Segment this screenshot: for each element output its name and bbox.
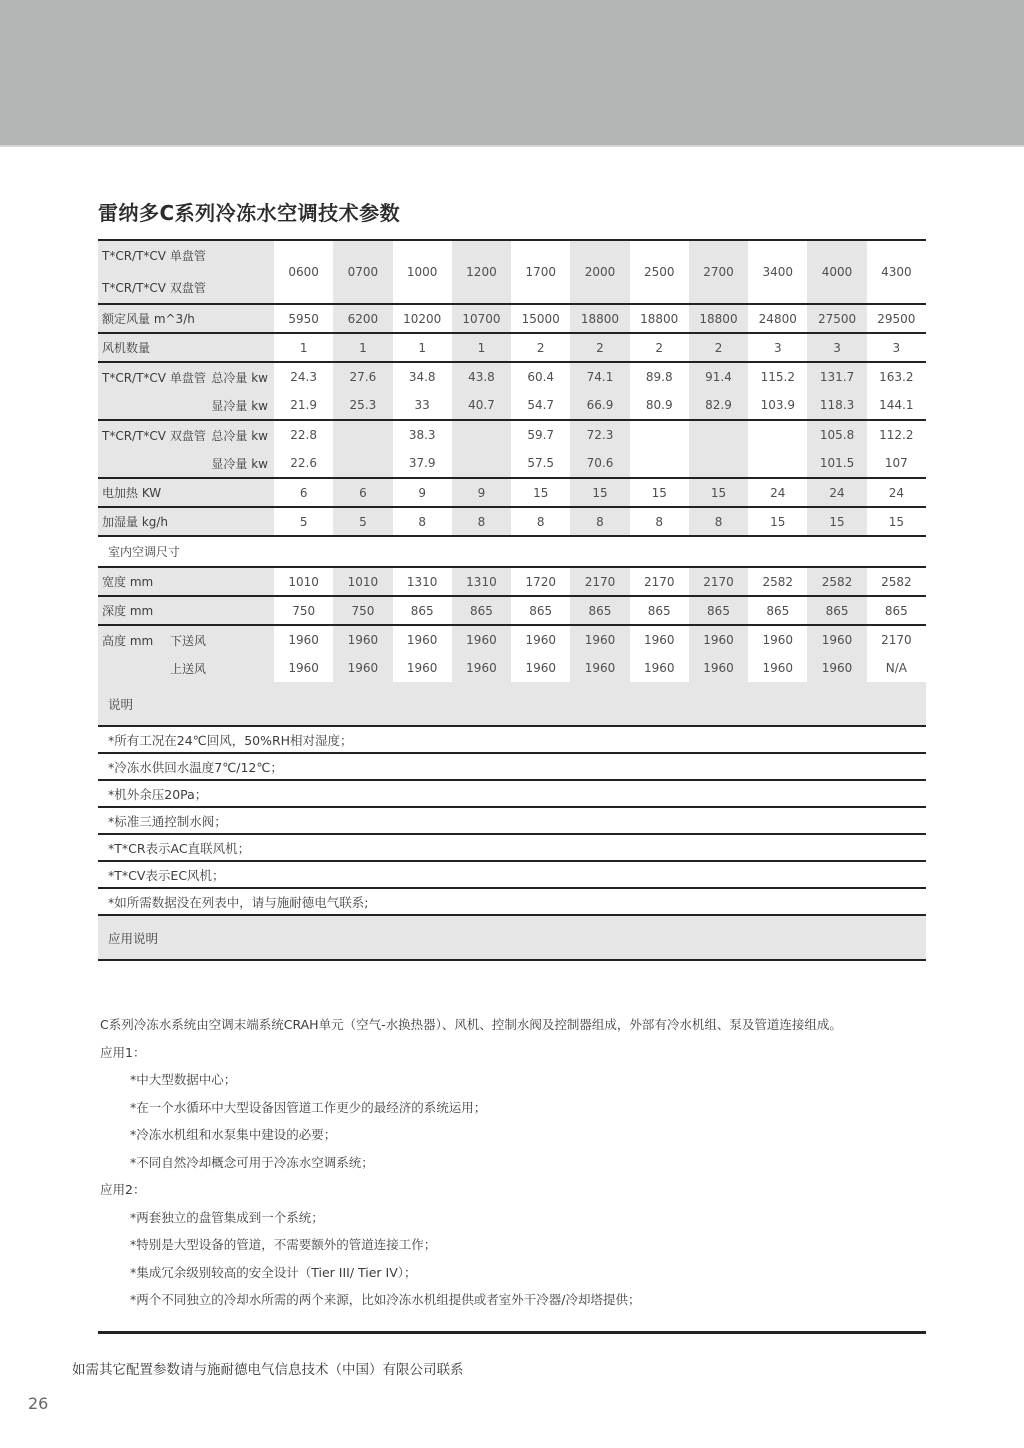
row-label (98, 654, 274, 682)
spec-cell: 89.8 (630, 362, 689, 391)
sub-label: 显冷量 kw (211, 456, 269, 471)
spec-cell: 3 (807, 333, 866, 362)
spec-cell: 3400 (748, 240, 807, 304)
spec-cell: 103.9 (760, 398, 795, 412)
spec-cell: 2 (689, 333, 748, 362)
spec-cell: 105.8 (807, 420, 866, 449)
spec-cell: 33 (414, 398, 430, 412)
spec-row (98, 478, 926, 507)
row-label (98, 420, 274, 449)
content-area (98, 239, 926, 1314)
spec-cell: 144.1 (879, 398, 914, 412)
spec-cell: 2582 (867, 567, 926, 596)
spec-cell: 27.6 (333, 362, 392, 391)
spec-cell: 865 (867, 596, 926, 625)
row-label: 深度 mm (98, 596, 274, 625)
spec-cell: 15 (511, 478, 570, 507)
spec-cell: 24 (748, 478, 807, 507)
application-item: *集成冗余级别较高的安全设计（Tier III/ Tier IV）； (130, 1264, 417, 1280)
section-label: 室内空调尺寸 (98, 536, 926, 567)
application-intro: C系列冷冻水系统由空调末端系统CRAH单元（空气-水换热器）、风机、控制水阀及控制器组成，外部有冷水机组、泵及管道连接组成。 (100, 1017, 842, 1032)
note-row: *所有工况在24℃回风，50%RH相对湿度； (98, 727, 926, 754)
spec-cell: 10200 (393, 304, 452, 333)
application-item: *两套独立的盘管集成到一个系统； (130, 1209, 324, 1225)
spec-cell (748, 449, 807, 478)
spec-cell: 2 (570, 333, 629, 362)
footer-contact: 如需其它配置参数请与施耐德电气信息技术（中国）有限公司联系 (72, 1362, 464, 1378)
spec-cell: 131.7 (807, 362, 866, 391)
spec-header-label-cell (98, 240, 274, 304)
spec-cell: 2582 (807, 567, 866, 596)
row-label-flex (102, 660, 270, 677)
spec-cell: 15 (807, 507, 866, 536)
notes-list (98, 727, 926, 916)
sub-label: 总冷量 kw (211, 428, 269, 443)
spec-cell: 25.3 (333, 391, 392, 420)
spec-cell: 2170 (630, 567, 689, 596)
spec-cell: 27500 (807, 304, 866, 333)
spec-cell: 8 (511, 507, 570, 536)
spec-cell: 1960 (689, 625, 748, 654)
page-title: 雷纳多C系列冷冻水空调技术参数 (98, 201, 401, 225)
spec-cell: 865 (689, 596, 748, 625)
spec-cell: 18800 (630, 304, 689, 333)
spec-cell: 1960 (807, 625, 866, 654)
spec-section-row (98, 536, 926, 567)
spec-cell: 1310 (393, 567, 452, 596)
spec-cell: 1 (333, 333, 392, 362)
spec-cell: 1960 (511, 625, 570, 654)
note-row: *T*CV表示EC风机； (98, 862, 926, 889)
spec-cell: 2170 (570, 567, 629, 596)
application-text (98, 1011, 926, 1314)
spec-cell: 54.7 (527, 398, 555, 412)
spec-cell: 5 (274, 507, 333, 536)
header-label: T*CR/T*CV 单盘管 (102, 248, 206, 263)
spec-cell: 1310 (452, 567, 511, 596)
spec-cell: 29500 (867, 304, 926, 333)
spec-cell: 37.9 (408, 456, 436, 470)
row-label: 风机数量 (98, 333, 274, 362)
sub-label: 显冷量 kw (211, 398, 269, 413)
spec-cell: 9 (452, 478, 511, 507)
spec-cell: 163.2 (867, 362, 926, 391)
spec-cell: 107 (884, 456, 908, 470)
spec-cell: 1960 (274, 625, 333, 654)
header-label-lines (102, 249, 270, 296)
spec-cell (452, 420, 511, 449)
spec-cell: 865 (807, 596, 866, 625)
spec-row (98, 507, 926, 536)
spec-cell: 115.2 (748, 362, 807, 391)
spec-cell: 3 (867, 333, 926, 362)
spec-cell: 6200 (333, 304, 392, 333)
spec-cell: 865 (393, 596, 452, 625)
application-heading: 应用说明 (108, 931, 159, 946)
spec-cell: 6 (333, 478, 392, 507)
spec-cell: 865 (630, 596, 689, 625)
spec-header-row (98, 240, 926, 304)
spec-cell: 1960 (748, 625, 807, 654)
spec-cell: 24800 (748, 304, 807, 333)
spec-cell: 1960 (525, 661, 556, 675)
spec-row (98, 567, 926, 596)
spec-cell: 0600 (274, 240, 333, 304)
spec-cell: 8 (570, 507, 629, 536)
application-heading-band (98, 916, 926, 961)
spec-cell: 2700 (689, 240, 748, 304)
bottom-rule (98, 1331, 926, 1334)
application-item: *不同自然冷却概念可用于冷冻水空调系统； (130, 1154, 374, 1170)
spec-cell: 91.4 (689, 362, 748, 391)
spec-cell: 2 (511, 333, 570, 362)
spec-cell: 24 (807, 478, 866, 507)
spec-cell: 2170 (867, 625, 926, 654)
spec-cell: 1960 (643, 661, 675, 675)
spec-cell: 1 (452, 333, 511, 362)
spec-cell: 865 (570, 596, 629, 625)
spec-cell: 865 (748, 596, 807, 625)
spec-cell: 24 (867, 478, 926, 507)
row-label (98, 362, 274, 391)
spec-cell: 74.1 (570, 362, 629, 391)
spec-cell: 0700 (333, 240, 392, 304)
note-row: *机外余压20Pa； (98, 781, 926, 808)
spec-cell (689, 420, 748, 449)
spec-cell: 2170 (689, 567, 748, 596)
row-label-flex (102, 632, 270, 649)
note-row: *标准三通控制水阀； (98, 808, 926, 835)
spec-cell: 1960 (689, 654, 748, 682)
spec-cell: 1 (393, 333, 452, 362)
row-label (98, 391, 274, 420)
spec-cell: 6 (274, 478, 333, 507)
application-item: *特别是大型设备的管道，不需要额外的管道连接工作； (130, 1237, 437, 1252)
spec-cell: 1960 (452, 654, 511, 682)
group-label: T*CR/T*CV 双盘管 (102, 428, 206, 443)
spec-cell: 1960 (452, 625, 511, 654)
spec-cell (333, 449, 392, 478)
spec-cell (333, 420, 392, 449)
spec-cell: 101.5 (807, 449, 866, 478)
spec-group-row (98, 654, 926, 682)
spec-cell: 8 (630, 507, 689, 536)
spec-cell: 1960 (570, 625, 629, 654)
spec-cell (452, 449, 511, 478)
spec-cell: 1010 (274, 567, 333, 596)
spec-cell: 865 (452, 596, 511, 625)
spec-cell: 59.7 (511, 420, 570, 449)
page-number: 26 (28, 1394, 49, 1413)
spec-group-row (98, 362, 926, 391)
spec-cell: 60.4 (511, 362, 570, 391)
spec-table (98, 239, 926, 682)
note-row: *T*CR表示AC直联风机； (98, 835, 926, 862)
spec-cell (689, 449, 748, 478)
spec-cell: 865 (511, 596, 570, 625)
spec-cell: 66.9 (570, 391, 629, 420)
spec-cell: 8 (452, 507, 511, 536)
spec-cell: 1960 (807, 654, 866, 682)
spec-cell: 1 (274, 333, 333, 362)
row-label (98, 625, 274, 654)
spec-cell: 1960 (393, 625, 452, 654)
spec-cell: 5 (333, 507, 392, 536)
spec-cell: 1700 (511, 240, 570, 304)
spec-cell: 34.8 (393, 362, 452, 391)
group-label: 高度 mm (102, 633, 154, 648)
sub-label: 总冷量 kw (211, 370, 269, 385)
sub-label: 下送风 (170, 633, 207, 648)
spec-cell (748, 420, 807, 449)
group-label: T*CR/T*CV 单盘管 (102, 370, 206, 385)
row-label-flex (102, 455, 270, 472)
spec-cell: 2582 (748, 567, 807, 596)
sub-label: 上送风 (170, 661, 207, 676)
spec-cell: 15000 (511, 304, 570, 333)
spec-cell: 15 (630, 478, 689, 507)
spec-cell: 1010 (333, 567, 392, 596)
spec-cell: 22.8 (274, 420, 333, 449)
spec-row (98, 304, 926, 333)
spec-cell: 38.3 (393, 420, 452, 449)
spec-group-row (98, 420, 926, 449)
application-group-title: 应用1： (100, 1044, 146, 1060)
spec-cell: 15 (748, 507, 807, 536)
notes-heading-band (98, 682, 926, 727)
spec-cell: 43.8 (452, 362, 511, 391)
spec-cell: 4000 (807, 240, 866, 304)
spec-group-row (98, 449, 926, 478)
spec-cell: 1960 (333, 654, 392, 682)
row-label-flex (102, 427, 270, 444)
spec-cell: 4300 (867, 240, 926, 304)
note-row: *如所需数据没在列表中，请与施耐德电气联系; (98, 889, 926, 916)
application-item: *冷冻水机组和水泵集中建设的必要； (130, 1127, 337, 1142)
spec-cell: 72.3 (570, 420, 629, 449)
spec-cell: 24.3 (274, 362, 333, 391)
spec-cell: 10700 (452, 304, 511, 333)
spec-cell: 18800 (570, 304, 629, 333)
spec-cell: 15 (570, 478, 629, 507)
spec-cell: 112.2 (867, 420, 926, 449)
spec-cell: 70.6 (570, 449, 629, 478)
spec-cell: 2 (630, 333, 689, 362)
spec-cell: 1960 (288, 661, 319, 675)
spec-cell: 1960 (570, 654, 629, 682)
row-label (98, 449, 274, 478)
spec-cell: 21.9 (290, 398, 317, 412)
spec-cell (630, 420, 689, 449)
note-row: *冷冻水供回水温度7℃/12℃； (98, 754, 926, 781)
spec-cell: 1960 (333, 625, 392, 654)
spec-cell: 750 (333, 596, 392, 625)
spec-group-row (98, 391, 926, 420)
spec-row (98, 596, 926, 625)
row-label-flex (102, 369, 270, 386)
row-label: 加湿量 kg/h (98, 507, 274, 536)
application-item: *中大型数据中心； (130, 1072, 237, 1087)
spec-group-row (98, 625, 926, 654)
spec-cell: 22.6 (290, 456, 317, 470)
spec-cell: 5950 (274, 304, 333, 333)
header-label: T*CR/T*CV 双盘管 (102, 280, 206, 295)
application-group-title: 应用2： (100, 1182, 146, 1197)
row-label-flex (102, 397, 270, 414)
row-label: 电加热 KW (98, 478, 274, 507)
spec-cell: 18800 (689, 304, 748, 333)
spec-cell: 80.9 (645, 398, 673, 412)
spec-cell: 1960 (762, 661, 794, 675)
spec-cell: 1960 (630, 625, 689, 654)
spec-cell: 118.3 (807, 391, 866, 420)
spec-cell: 8 (689, 507, 748, 536)
notes-heading: 说明 (108, 697, 134, 712)
spec-cell (630, 449, 689, 478)
spec-cell: 1720 (511, 567, 570, 596)
spec-cell: 1200 (452, 240, 511, 304)
spec-cell: 2000 (570, 240, 629, 304)
spec-cell: 1000 (393, 240, 452, 304)
spec-row (98, 333, 926, 362)
spec-cell: 82.9 (689, 391, 748, 420)
spec-cell: 57.5 (527, 456, 555, 470)
spec-cell: 3 (748, 333, 807, 362)
spec-cell: 15 (689, 478, 748, 507)
spec-cell: 8 (393, 507, 452, 536)
row-label: 额定风量 m^3/h (98, 304, 274, 333)
spec-cell: 15 (867, 507, 926, 536)
spec-cell: 40.7 (452, 391, 511, 420)
row-label: 宽度 mm (98, 567, 274, 596)
spec-cell: 2500 (630, 240, 689, 304)
spec-cell: 750 (274, 596, 333, 625)
application-item: *在一个水循环中大型设备因管道工作更少的最经济的系统运用； (130, 1099, 487, 1115)
spec-cell: 9 (393, 478, 452, 507)
spec-cell: N/A (885, 661, 907, 675)
header-banner (0, 0, 1024, 147)
spec-cell: 1960 (406, 661, 438, 675)
application-item: *两个不同独立的冷却水所需的两个来源，比如冷冻水机组提供或者室外干冷器/冷却塔提供； (130, 1292, 641, 1307)
